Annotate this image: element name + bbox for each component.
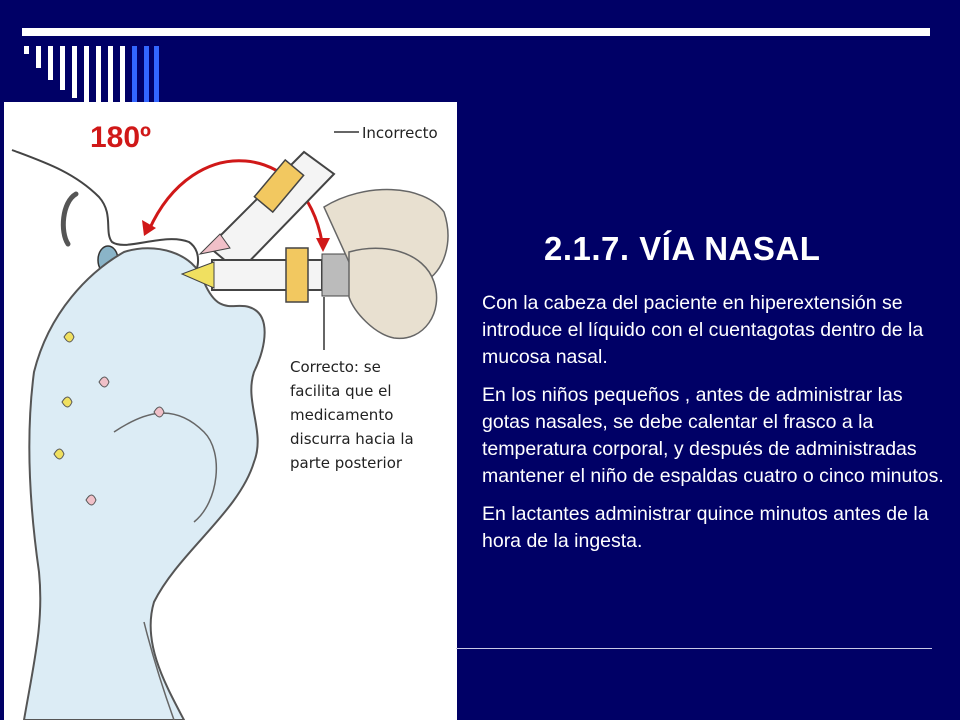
body-paragraph: En los niños pequeños , antes de administrar las gotas nasales, se debe calentar el frasco a la temperatura corporal, y después de administradas mantener el niño de espaldas cuatro o cinco minutos. — [482, 384, 944, 487]
slide-title: 2.1.7. VÍA NASAL — [544, 230, 821, 267]
decorative-bar — [120, 46, 125, 102]
slide-body — [482, 290, 952, 566]
correct-label-line: discurra hacia la — [290, 430, 414, 448]
incorrect-label: Incorrecto — [362, 124, 438, 142]
nasal-drops-illustration — [4, 102, 457, 720]
correct-label-line: medicamento — [290, 406, 394, 424]
decorative-bar — [72, 46, 77, 98]
correct-label-line: facilita que el — [290, 382, 392, 400]
decorative-bar — [96, 46, 101, 102]
angle-label: 180º — [90, 121, 152, 154]
decorative-bars — [24, 46, 164, 106]
decorative-bar — [24, 46, 29, 54]
decorative-bar — [36, 46, 41, 68]
eyebrow-shape — [63, 194, 76, 244]
body-paragraph: Con la cabeza del paciente en hiperextensión se introduce el líquido con el cuentagotas dentro de la mucosa nasal. — [482, 292, 924, 368]
decorative-bar — [154, 46, 159, 102]
arrow-head-right — [316, 238, 330, 252]
decorative-bar — [84, 46, 89, 102]
correct-label-line: Correcto: se — [290, 358, 381, 376]
bottom-rule — [456, 648, 932, 649]
correct-label-line: parte posterior — [290, 454, 403, 472]
body-paragraph: En lactantes administrar quince minutos antes de la hora de la ingesta. — [482, 503, 929, 552]
top-rule — [22, 28, 930, 36]
decorative-bar — [108, 46, 113, 102]
decorative-bar — [144, 46, 149, 102]
nasal-anatomy-diagram — [4, 102, 457, 720]
decorative-bar — [60, 46, 65, 90]
decorative-bar — [48, 46, 53, 80]
airway-cavity — [24, 248, 265, 720]
decorative-bar — [132, 46, 137, 102]
